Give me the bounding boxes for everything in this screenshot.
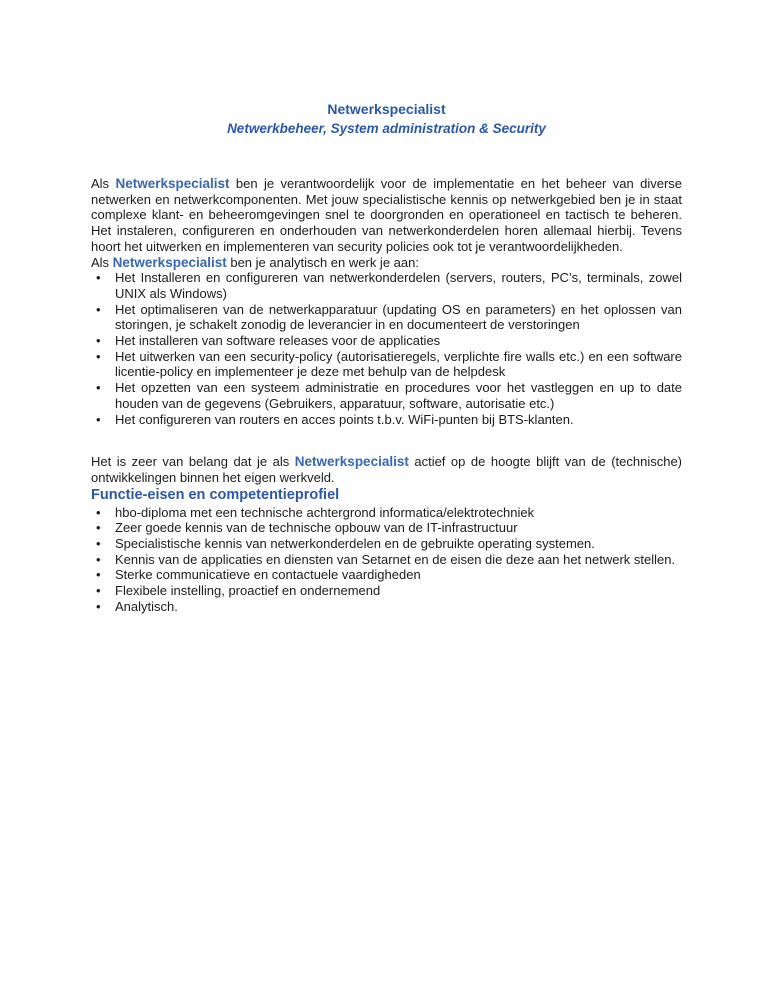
tasks-lead-suffix: ben je analytisch en werk je aan:	[226, 254, 419, 270]
list-item: • Het Installeren en configureren van netwerkonderdelen (servers, routers, PC’s, terminals, zowel UNIX als Windows)	[91, 270, 682, 301]
tasks-lead-prefix: Als	[91, 254, 113, 270]
list-item: • Het installeren van software releases voor de applicaties	[91, 333, 682, 349]
closing-prefix: Het is zeer van belang dat je als	[91, 454, 295, 470]
requirements-list	[91, 505, 682, 615]
intro-suffix: ben je verantwoordelijk voor de implementatie en het beheer van diverse netwerken en netwerkcomponenten. Met jouw specialistische kennis op netwerkgebied ben je in staat complexe klant- en beheeromgevingen snel te doorgronden en operationeel en tactisch te beheren. Het instaleren, configureren en onderhouden van netwerkonderdelen horen allemaal hierbij. Tevens hoort het uitwerken en implementeren van security policies ook tot je verantwoordelijkheden.	[91, 176, 683, 254]
list-item: • Zeer goede kennis van de technische opbouw van de IT-infrastructuur	[91, 520, 682, 536]
list-item: • hbo-diploma met een technische achtergrond informatica/elektrotechniek	[91, 505, 682, 521]
intro-prefix: Als	[91, 176, 116, 191]
list-item: • Analytisch.	[91, 599, 682, 615]
closing-suffix: actief op de hoogte blijft van de (technische) ontwikkelingen binnen het eigen werkveld.	[91, 454, 683, 485]
closing-highlight: Netwerkspecialist	[294, 454, 409, 470]
title-block	[91, 100, 682, 138]
closing-paragraph	[91, 454, 682, 485]
list-item: • Sterke communicatieve en contactuele vaardigheden	[91, 567, 682, 583]
page-title: Netwerkspecialist	[327, 101, 446, 117]
tasks-lead-line	[91, 255, 682, 271]
list-item: • Het uitwerken van een security-policy (autorisatieregels, verplichte fire walls etc.) en een software licentie-policy en implementeer je deze met behulp van de helpdesk	[91, 349, 682, 380]
list-item: • Kennis van de applicaties en diensten van Setarnet en de eisen die deze aan het netwerk stellen.	[91, 552, 682, 568]
page-subtitle: Netwerkbeheer, System administration & Security	[227, 121, 546, 136]
intro-paragraph	[91, 176, 682, 255]
list-item: • Het configureren van routers en acces points t.b.v. WiFi-punten bij BTS-klanten.	[91, 412, 682, 428]
tasks-lead-highlight: Netwerkspecialist	[112, 254, 227, 270]
list-item: • Het optimaliseren van de netwerkapparatuur (updating OS en parameters) en het oplossen van storingen, je schakelt zonodig de leverancier in en documenteert de verstoringen	[91, 302, 682, 333]
list-item: • Specialistische kennis van netwerkonderdelen en de gebruikte operating systemen.	[91, 536, 682, 552]
intro-highlight: Netwerkspecialist	[115, 176, 230, 191]
tasks-list	[91, 270, 682, 427]
section-heading-functie-eisen: Functie-eisen en competentieprofiel	[91, 486, 340, 503]
list-item: • Het opzetten van een systeem administratie en procedures voor het vastleggen en up to date houden van de gegevens (Gebruikers, apparatuur, software, autorisatie etc.)	[91, 380, 682, 411]
list-item: • Flexibele instelling, proactief en ondernemend	[91, 583, 682, 599]
